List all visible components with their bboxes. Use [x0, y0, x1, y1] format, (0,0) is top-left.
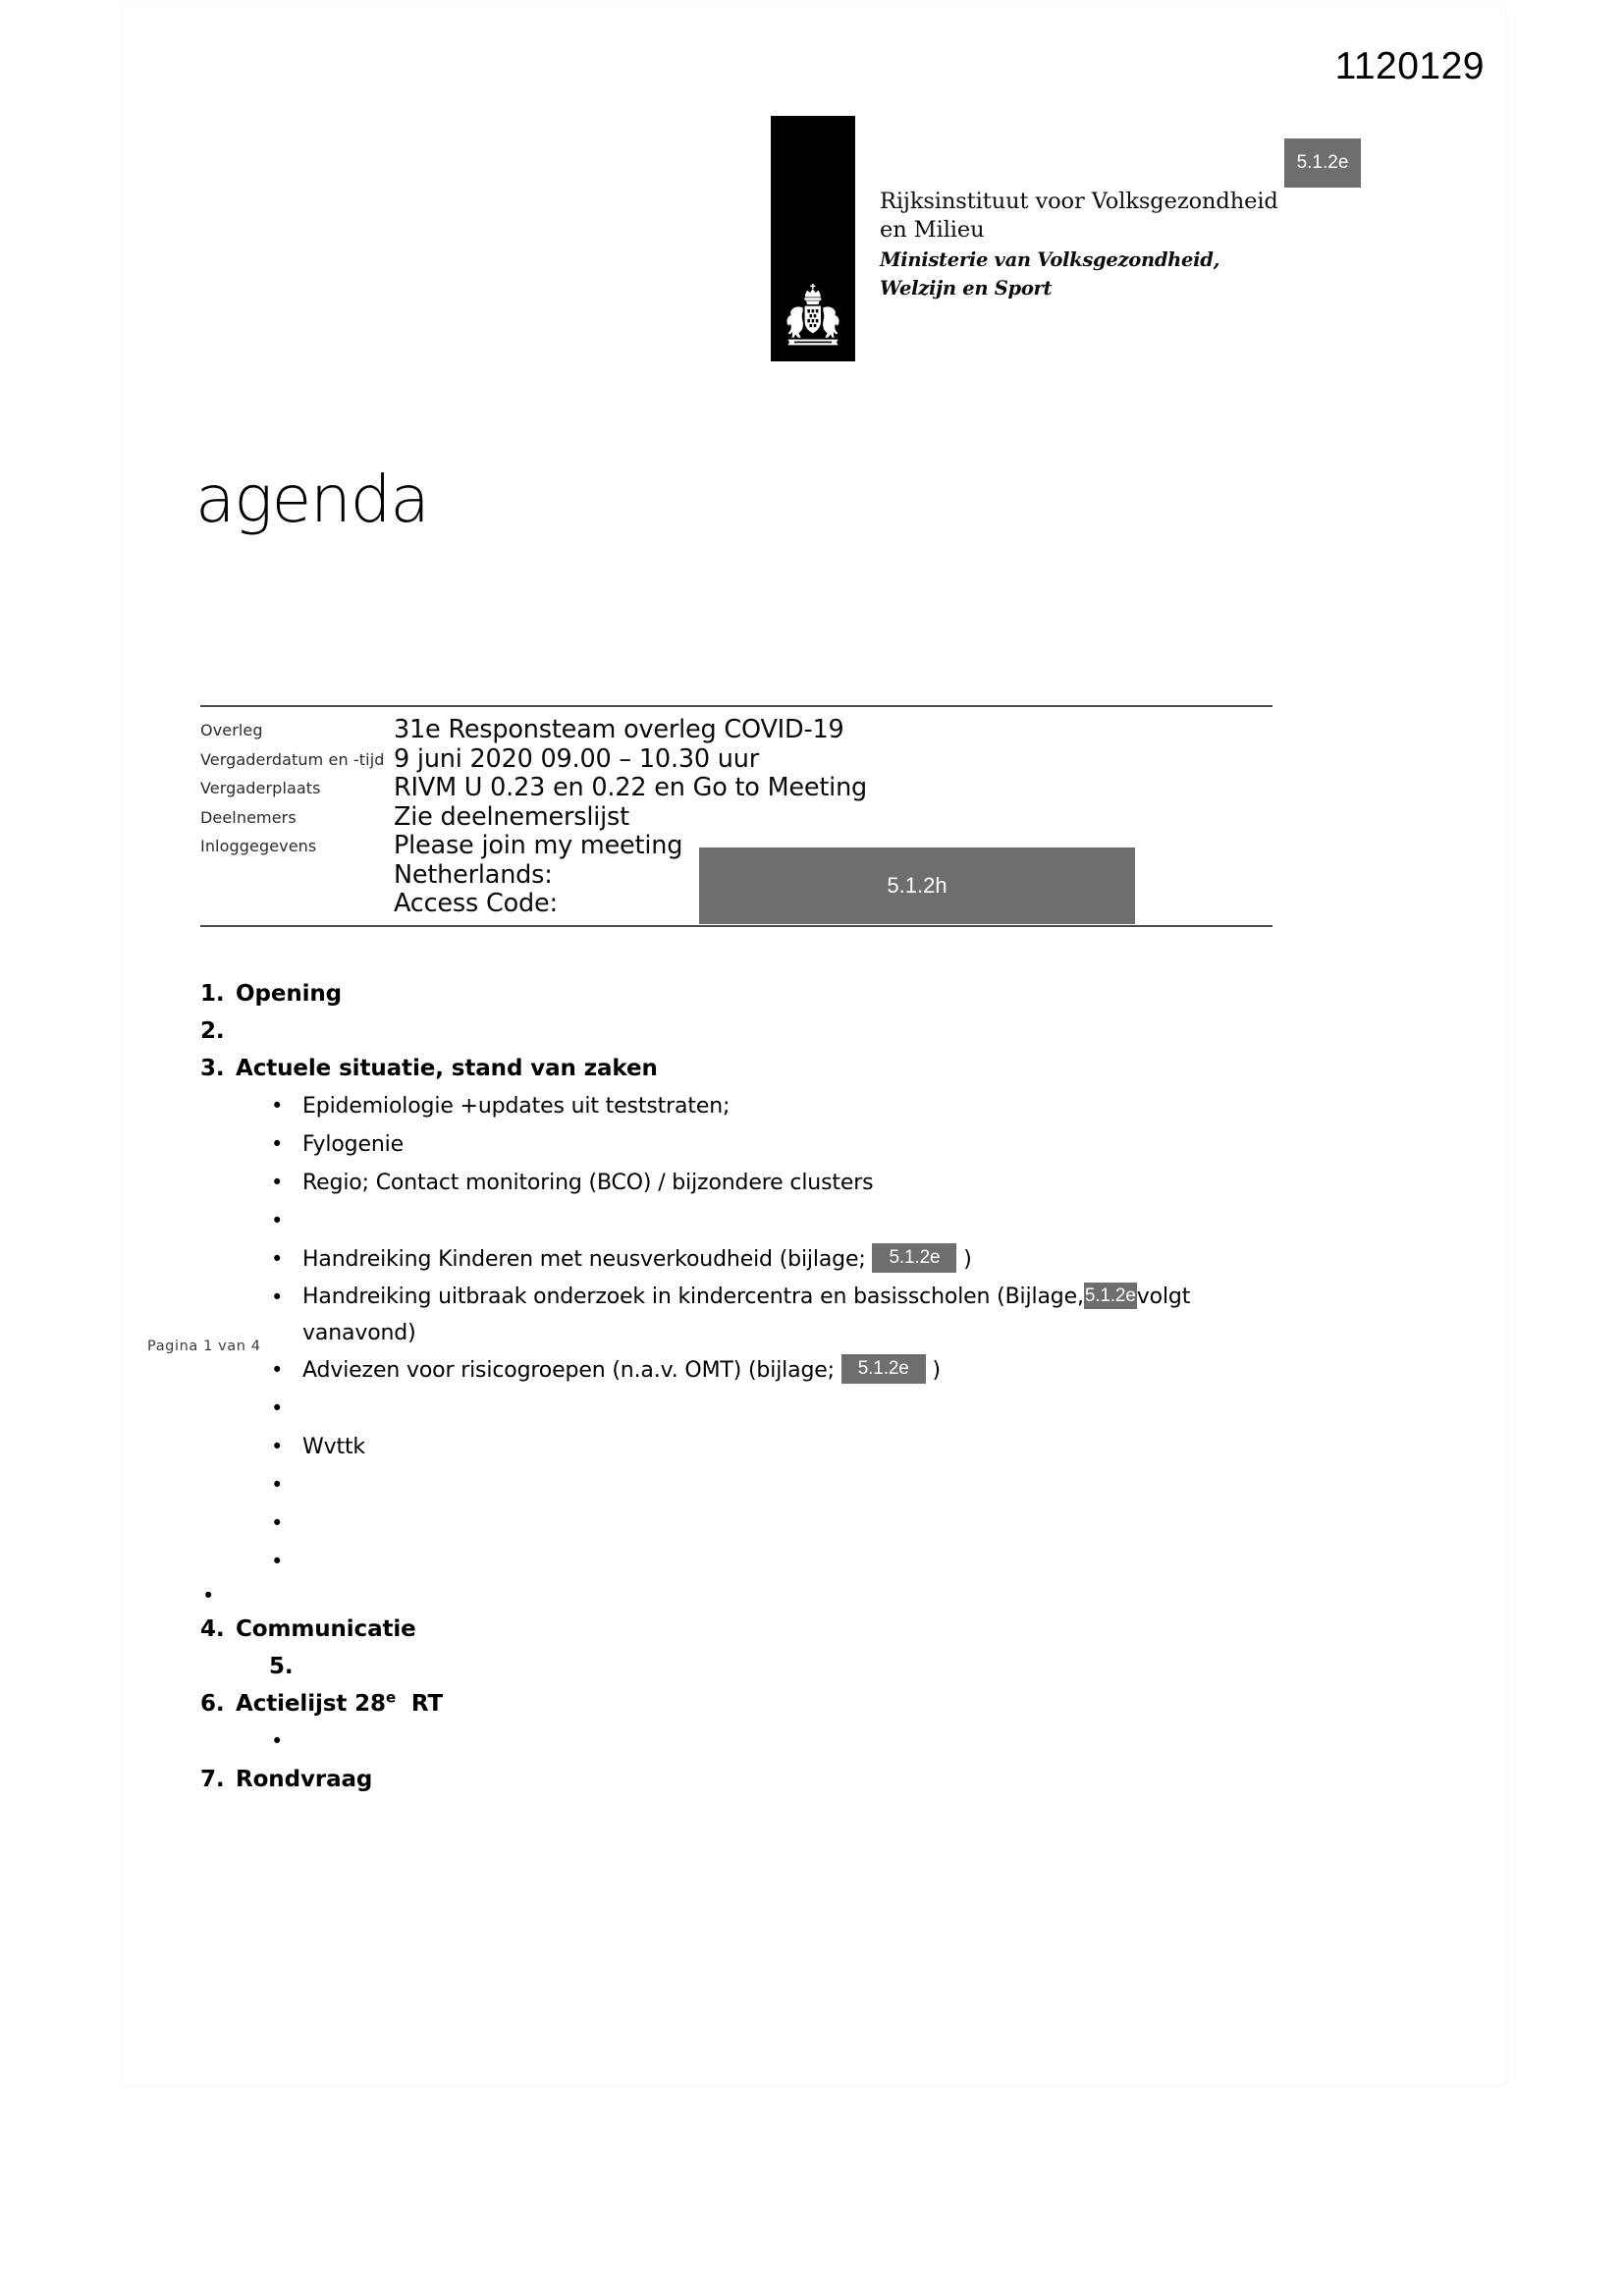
metadata-label: Deelnemers [200, 807, 297, 827]
logo-organisation-line2: en Milieu [880, 217, 985, 243]
metadata-value: RIVM U 0.23 en 0.22 en Go to Meeting [394, 773, 868, 802]
metadata-bottom-rule [200, 925, 1272, 927]
agenda-item-1 [200, 975, 1477, 1012]
agenda-item-6-bullets [200, 1722, 1477, 1761]
agenda-item-5 [200, 1648, 1477, 1685]
list-item-text: Adviezen voor risicogroepen (n.a.v. OMT) (bijlage; [302, 1358, 835, 1383]
agenda-item-number: 4. [200, 1616, 225, 1642]
logo-text-block [880, 188, 1278, 301]
agenda-item-label: Actuele situatie, stand van zaken [236, 1056, 658, 1081]
logo-organisation-line1: Rijksinstituut voor Volksgezondheid [880, 189, 1278, 214]
agenda-item-number: 3. [200, 1056, 225, 1081]
redaction-badge-inline: 5.1.2e [841, 1354, 926, 1384]
agenda-item-label-suffix: RT [410, 1691, 444, 1717]
agenda-item-label: Opening [236, 981, 343, 1007]
list-item-text-suffix: volgt [1136, 1285, 1191, 1309]
metadata-row-vergaderdatum [200, 745, 1272, 775]
logo-ministry-line1: Ministerie van Volksgezondheid, [880, 248, 1220, 271]
agenda-item-number: 2. [200, 1018, 225, 1044]
agenda-item-6 [200, 1685, 1477, 1722]
agenda-item-4 [200, 1611, 1477, 1648]
metadata-netherlands-line: Netherlands: [394, 859, 553, 890]
metadata-label: Vergaderplaats [200, 779, 321, 797]
list-item-handreiking-uitbraak [200, 1279, 1477, 1351]
page-footer: Pagina 1 van 4 [147, 1339, 261, 1354]
list-item-text: Handreiking Kinderen met neusverkoudheid (bijlage; [302, 1247, 866, 1272]
list-item: • Epidemiologie +updates uit teststraten; [200, 1087, 1477, 1125]
list-item-empty [200, 1466, 1477, 1504]
agenda-item-number: 6. [200, 1691, 225, 1717]
list-item-adviezen-risicogroepen [200, 1351, 1477, 1390]
redaction-badge-inline: 5.1.2e [872, 1243, 956, 1273]
agenda-item-number: 7. [200, 1767, 225, 1792]
list-item-empty [200, 1390, 1477, 1428]
list-item-empty [200, 1722, 1477, 1761]
list-item-text-suffix: ) [932, 1358, 941, 1383]
list-item: • Regio; Contact monitoring (BCO) / bijzondere clusters [200, 1164, 1477, 1202]
list-item-empty [200, 1581, 1477, 1611]
list-item-empty [200, 1543, 1477, 1581]
document-page [122, 8, 1504, 2084]
agenda-items-list [200, 975, 1477, 1798]
redaction-badge-inline: 5.1.2e [1084, 1283, 1137, 1309]
rivm-logo [771, 116, 1278, 376]
redaction-badge-access-code: 5.1.2h [699, 847, 1135, 924]
agenda-root-bullets [200, 1581, 1477, 1611]
metadata-label: Inloggegevens [200, 837, 317, 855]
ordinal-suffix: e [385, 1688, 397, 1707]
metadata-label: Vergaderdatum en -tijd [200, 749, 385, 769]
list-item-text: Handreiking uitbraak onderzoek in kindercentra en basisscholen (Bijlage, [302, 1285, 1084, 1309]
netherlands-coat-of-arms-icon [779, 282, 847, 355]
logo-ministry-line2: Welzijn en Sport [880, 277, 1053, 300]
metadata-row-vergaderplaats [200, 774, 1272, 803]
metadata-label: Overleg [200, 721, 263, 739]
metadata-value: 31e Responsteam overleg COVID-19 [394, 715, 844, 744]
metadata-value: Zie deelnemerslijst [394, 801, 629, 832]
agenda-item-3 [200, 1050, 1477, 1087]
agenda-item-number: 5. [269, 1654, 294, 1679]
list-item-text-suffix: ) [963, 1247, 972, 1272]
list-item-wvttk: • Wvttk [200, 1428, 1477, 1466]
page-title: agenda [195, 462, 429, 537]
document-number: 1120129 [1334, 45, 1485, 87]
agenda-item-label: Communicatie [236, 1616, 416, 1642]
list-item-empty [200, 1202, 1477, 1240]
list-item: • Fylogenie [200, 1125, 1477, 1164]
list-item-text-line2: vanavond) [302, 1321, 416, 1345]
metadata-access-code-line: Access Code: [394, 889, 558, 918]
metadata-value: Please join my meeting [394, 831, 683, 860]
list-item-handreiking-kinderen [200, 1240, 1477, 1279]
list-item-empty [200, 1504, 1477, 1543]
redaction-badge-header: 5.1.2e [1284, 138, 1361, 188]
metadata-row-deelnemers [200, 803, 1272, 833]
agenda-item-number: 1. [200, 981, 225, 1007]
agenda-item-3-bullets [200, 1087, 1477, 1581]
agenda-item-7 [200, 1761, 1477, 1798]
agenda-item-label [236, 1685, 443, 1722]
agenda-item-label: Rondvraag [236, 1767, 373, 1792]
agenda-item-label-text: Actielijst 28 [236, 1691, 386, 1717]
metadata-value: 9 juni 2020 09.00 – 10.30 uur [394, 743, 760, 774]
agenda-item-2 [200, 1012, 1477, 1050]
metadata-row-overleg [200, 716, 1272, 745]
